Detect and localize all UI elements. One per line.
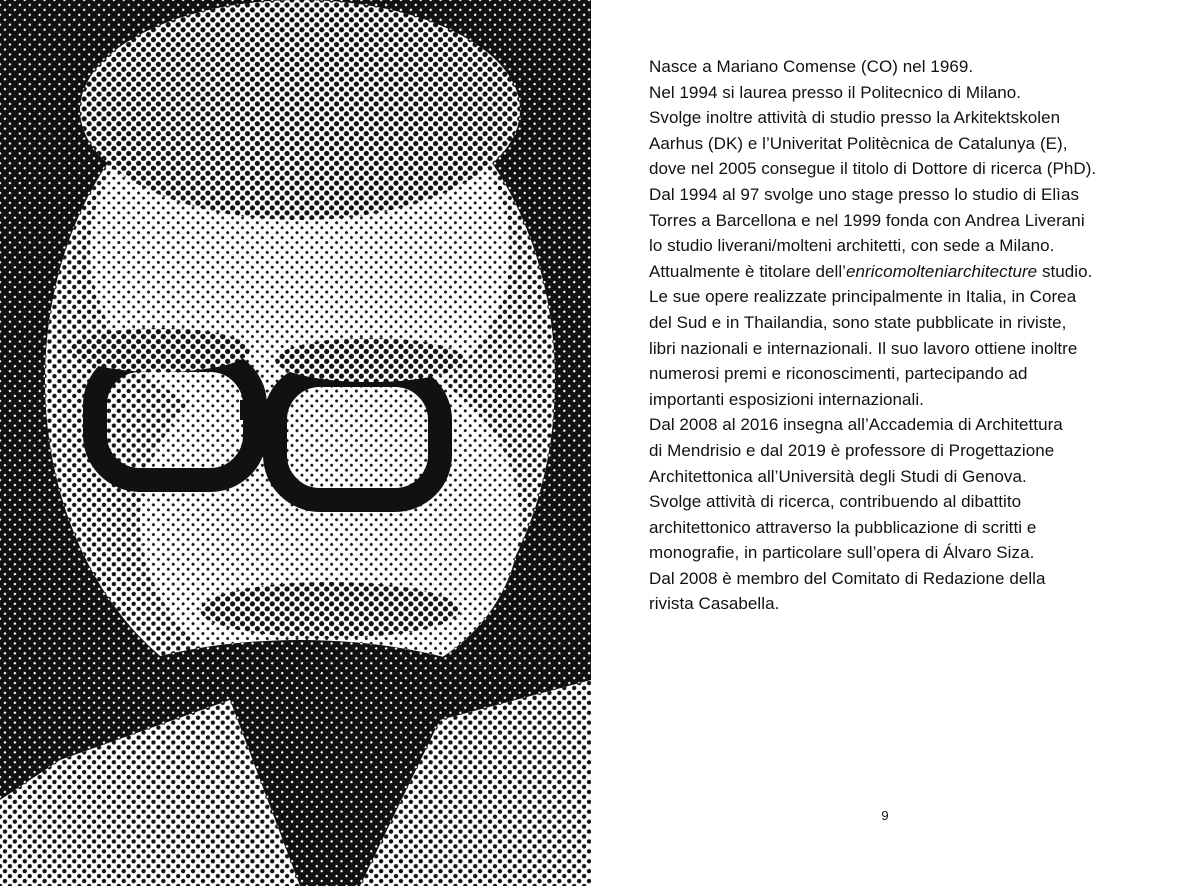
bio-line: Dal 1994 al 97 svolge uno stage presso lo studio di Elìas — [649, 184, 1080, 204]
bio-line: Nasce a Mariano Comense (CO) nel 1969. — [649, 57, 974, 76]
bio-line: dove nel 2005 consegue il titolo di Dottore di ricerca (PhD). — [649, 159, 1097, 179]
bio-line: numerosi premi e riconoscimenti, partecipando ad — [649, 364, 1028, 384]
bio-line: del Sud e in Thailandia, sono state pubblicate in riviste, — [649, 312, 1067, 332]
bio-line: Dal 2008 al 2016 insegna all’Accademia di Architettura — [649, 415, 1063, 435]
bio-line: Torres a Barcellona e nel 1999 fonda con Andrea Liverani — [649, 210, 1085, 230]
biography-text — [649, 54, 1149, 617]
bio-line-post: studio. — [1037, 261, 1093, 281]
page-number: 9 — [881, 808, 889, 823]
bio-line: Nel 1994 si laurea presso il Politecnico di Milano. — [649, 82, 1022, 102]
bio-line: Dal 2008 è membro del Comitato di Redazione della — [649, 568, 1046, 588]
bio-line: Aarhus (DK) e l’Univeritat Politècnica de Catalunya (E), — [649, 133, 1068, 153]
bio-line: monografie, in particolare sull’opera di Álvaro Siza. — [649, 543, 1035, 563]
bio-line-pre: Attualmente è titolare dell’ — [649, 261, 847, 281]
bio-line: Le sue opere realizzate principalmente in Italia, in Corea — [649, 287, 1077, 307]
bio-line: importanti esposizioni internazionali. — [649, 389, 924, 409]
bio-line: di Mendrisio e dal 2019 è professore di Progettazione — [649, 440, 1055, 460]
bio-line: Svolge inoltre attività di studio presso la Arkitektskolen — [649, 108, 1061, 128]
bio-line — [649, 259, 1149, 285]
bio-line: architettonico attraverso la pubblicazione di scritti e — [649, 517, 1037, 537]
bio-line: rivista Casabella. — [649, 594, 780, 614]
studio-name: enricomolteniarchitecture — [846, 261, 1038, 281]
bio-line: lo studio liverani/molteni architetti, con sede a Milano. — [649, 236, 1055, 256]
bio-line: Architettonica all’Università degli Studi di Genova. — [649, 466, 1027, 486]
bio-line: libri nazionali e internazionali. Il suo lavoro ottiene inoltre — [649, 338, 1078, 358]
bio-line: Svolge attività di ricerca, contribuendo al dibattito — [649, 492, 1022, 512]
